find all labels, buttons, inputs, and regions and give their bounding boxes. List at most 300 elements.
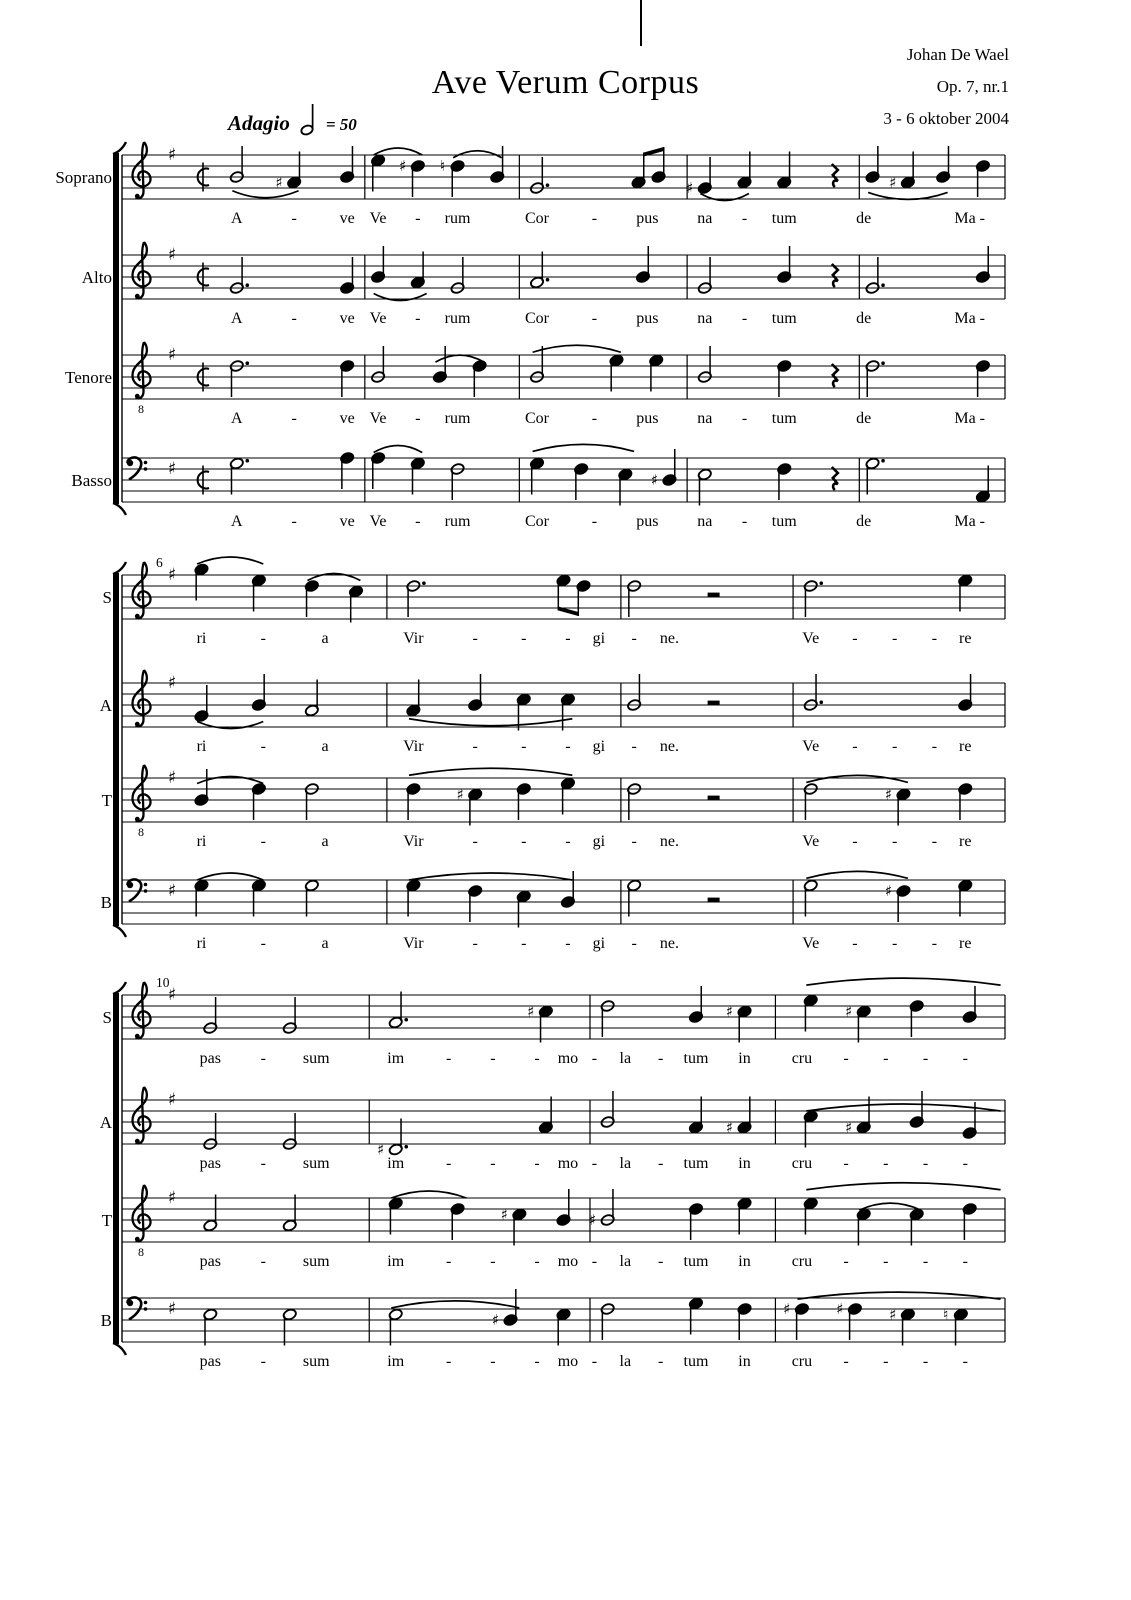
note xyxy=(194,879,209,916)
note xyxy=(527,1003,553,1043)
lyric-syllable: - xyxy=(631,738,637,755)
note xyxy=(251,574,266,611)
note xyxy=(490,146,505,183)
lyric-syllable: pus xyxy=(636,513,659,530)
lyric-syllable: Ve xyxy=(802,935,820,952)
accidental-sharp-icon: ♯ xyxy=(491,1311,500,1329)
lyric-syllable: Vir xyxy=(403,935,424,952)
lyric-syllable: na xyxy=(697,310,713,327)
lyric-syllable: de xyxy=(856,310,872,327)
lyric-syllable: - xyxy=(260,1155,266,1172)
lyric-syllable: de xyxy=(856,410,872,427)
lyric-syllable: A xyxy=(231,210,243,227)
note xyxy=(371,154,386,191)
lyric-syllable: la xyxy=(619,1050,632,1067)
lyric-syllable: in xyxy=(738,1050,751,1067)
note xyxy=(304,783,319,820)
lyric-syllable: Ve xyxy=(369,310,387,327)
note xyxy=(865,360,885,397)
lyric-syllable: - xyxy=(843,1155,849,1172)
lyric-syllable: tum xyxy=(771,410,797,427)
treble-clef-icon xyxy=(133,342,151,399)
voice-label: A xyxy=(99,1113,112,1132)
page-title: Ave Verum Corpus xyxy=(431,64,700,101)
accidental-sharp-icon: ♯ xyxy=(845,1002,853,1021)
lyric-syllable: mo xyxy=(557,1050,579,1067)
note xyxy=(432,346,447,383)
lyric-syllable: ri xyxy=(196,935,207,952)
lyric-syllable: Ma - xyxy=(954,310,986,327)
lyric-syllable: - xyxy=(962,1050,968,1067)
note xyxy=(803,1197,818,1234)
lyric-syllable: na xyxy=(697,513,713,530)
lyric-syllable: - xyxy=(922,1155,929,1172)
lyric-syllable: - xyxy=(565,833,571,850)
accidental-sharp-icon: ♯ xyxy=(845,1118,853,1137)
lyric-syllable: - xyxy=(741,513,748,530)
note xyxy=(406,580,426,617)
lyric-syllable: ne. xyxy=(659,630,680,647)
lyric-syllable: re xyxy=(959,738,972,755)
lyric-syllable: - xyxy=(260,935,266,952)
note xyxy=(251,783,266,820)
lyric-syllable: - xyxy=(657,1353,664,1370)
lyric-syllable: - xyxy=(415,410,421,427)
note xyxy=(627,580,642,617)
lyric-syllable: - xyxy=(534,1253,540,1270)
note xyxy=(406,680,421,717)
staff-b xyxy=(101,1289,1005,1370)
note xyxy=(472,360,487,397)
lyric-syllable: gi xyxy=(592,738,606,755)
lyric-syllable: - xyxy=(534,1353,540,1370)
lyric-syllable: A xyxy=(231,513,243,530)
lyric-syllable: a xyxy=(321,833,329,850)
note xyxy=(229,146,244,183)
staff-tenore xyxy=(65,342,1005,427)
note xyxy=(958,783,973,820)
lyric-syllable: - xyxy=(843,1353,849,1370)
lyric-syllable: tum xyxy=(771,513,797,530)
treble-clef-icon xyxy=(133,242,151,299)
note xyxy=(388,992,408,1029)
lyric-syllable: sum xyxy=(302,1353,330,1370)
lyric-syllable: re xyxy=(959,630,972,647)
note xyxy=(501,1206,527,1246)
lyric-syllable: - xyxy=(446,1050,452,1067)
staff-t xyxy=(102,765,1005,850)
lyric-syllable: re xyxy=(959,935,972,952)
lyric-syllable: - xyxy=(741,210,748,227)
lyric-syllable: - xyxy=(521,630,527,647)
system-bracket xyxy=(113,142,126,515)
lyric-syllable: in xyxy=(738,1155,751,1172)
key-signature-sharp-icon: ♯ xyxy=(167,881,177,901)
note xyxy=(194,685,209,722)
note xyxy=(377,1119,408,1159)
lyric-syllable: - xyxy=(631,935,637,952)
note xyxy=(627,674,642,711)
lyric-syllable: - xyxy=(260,1050,266,1067)
beamed-eighth-notes xyxy=(631,147,666,189)
accidental-sharp-icon: ♯ xyxy=(377,1140,385,1159)
note xyxy=(975,160,990,197)
lyric-syllable: sum xyxy=(302,1155,330,1172)
slur xyxy=(409,768,572,775)
note xyxy=(777,360,792,397)
note xyxy=(468,674,483,711)
half-rest-icon xyxy=(708,796,720,800)
lyric-syllable: rum xyxy=(444,513,471,530)
accidental-sharp-icon: ♯ xyxy=(725,1002,734,1021)
half-rest-icon xyxy=(708,701,720,705)
beamed-eighth-notes xyxy=(556,574,591,616)
lyric-syllable: - xyxy=(591,310,598,327)
note xyxy=(457,786,483,826)
note xyxy=(371,246,386,283)
lyric-syllable: Vir xyxy=(403,630,424,647)
note xyxy=(688,1097,703,1134)
note xyxy=(304,680,319,717)
treble-clef-icon xyxy=(133,142,151,199)
note xyxy=(803,674,823,711)
quarter-rest-icon xyxy=(832,364,838,387)
lyric-syllable: - xyxy=(415,210,421,227)
note xyxy=(282,1195,297,1232)
slur xyxy=(409,873,572,880)
lyric-syllable: Cor xyxy=(525,310,550,327)
lyric-syllable: - xyxy=(657,1253,664,1270)
lyric-syllable: sum xyxy=(302,1050,330,1067)
accidental-sharp-icon: ♯ xyxy=(889,1305,897,1324)
note xyxy=(530,252,550,289)
system-bracket xyxy=(113,562,126,937)
half-rest-icon xyxy=(708,593,720,597)
lyric-syllable: - xyxy=(446,1253,452,1270)
note xyxy=(737,1197,752,1234)
note xyxy=(450,257,465,294)
octave-8: 8 xyxy=(138,825,144,839)
key-signature-sharp-icon: ♯ xyxy=(167,1090,177,1110)
lyric-syllable: a xyxy=(321,935,329,952)
note xyxy=(388,1308,403,1345)
voice-label: S xyxy=(102,1008,112,1027)
lyric-syllable: - xyxy=(931,738,938,755)
note xyxy=(975,360,990,397)
lyric-syllable: ri xyxy=(196,738,207,755)
quarter-rest-icon xyxy=(832,164,838,187)
slur xyxy=(232,191,298,198)
lyric-syllable: - xyxy=(291,210,297,227)
note xyxy=(737,1303,752,1340)
treble-clef-icon xyxy=(133,1087,151,1144)
key-signature-sharp-icon: ♯ xyxy=(167,459,177,479)
note xyxy=(530,457,545,494)
note xyxy=(726,1003,752,1043)
lyric-syllable: - xyxy=(631,630,637,647)
key-signature-sharp-icon: ♯ xyxy=(167,768,177,788)
lyric-syllable: - xyxy=(565,630,571,647)
tempo-label: Adagio xyxy=(228,111,290,135)
lyric-syllable: - xyxy=(883,1050,889,1067)
lyric-syllable: - xyxy=(922,1353,929,1370)
note xyxy=(340,360,355,397)
lyric-syllable: - xyxy=(591,1050,598,1067)
accidental-sharp-icon: ♯ xyxy=(836,1300,844,1318)
note xyxy=(777,152,792,189)
lyric-syllable: - xyxy=(415,513,421,530)
lyric-syllable: - xyxy=(852,833,858,850)
slur xyxy=(391,1191,466,1198)
voice-label: B xyxy=(100,1311,112,1330)
voice-label: Tenore xyxy=(65,368,112,387)
lyric-syllable: gi xyxy=(592,935,606,952)
accidental-sharp-icon: ♯ xyxy=(500,1205,508,1224)
lyric-syllable: pas xyxy=(199,1050,221,1067)
voice-label: B xyxy=(100,893,112,912)
lyric-syllable: - xyxy=(521,935,527,952)
lyric-syllable: ne. xyxy=(659,738,680,755)
lyric-syllable: gi xyxy=(592,630,606,647)
lyric-syllable: gi xyxy=(592,833,606,850)
note xyxy=(282,1113,297,1150)
lyric-syllable: - xyxy=(852,935,858,952)
lyric-syllable: na xyxy=(697,210,713,227)
lyric-syllable: - xyxy=(741,310,748,327)
note xyxy=(282,1308,297,1345)
lyric-syllable: - xyxy=(472,833,478,850)
lyric-syllable: - xyxy=(843,1050,849,1067)
slur xyxy=(806,978,1000,985)
key-signature-sharp-icon: ♯ xyxy=(167,145,177,165)
lyric-syllable: - xyxy=(962,1353,968,1370)
note xyxy=(609,354,624,391)
lyric-syllable: de xyxy=(856,513,872,530)
slur xyxy=(806,775,908,782)
note xyxy=(962,986,977,1023)
lyric-syllable: - xyxy=(591,1353,598,1370)
voice-label: A xyxy=(99,696,112,715)
lyric-syllable: - xyxy=(415,310,421,327)
octave-8: 8 xyxy=(138,402,144,416)
lyric-syllable: rum xyxy=(444,210,471,227)
voice-label: Basso xyxy=(71,471,112,490)
note xyxy=(560,777,575,814)
lyric-syllable: - xyxy=(260,1353,266,1370)
lyric-syllable: a xyxy=(321,630,329,647)
note xyxy=(803,1110,818,1147)
note xyxy=(600,1303,615,1340)
date: 3 - 6 oktober 2004 xyxy=(883,109,1009,128)
lyric-syllable: in xyxy=(738,1253,751,1270)
note xyxy=(803,580,823,617)
system-bracket xyxy=(113,982,126,1355)
note xyxy=(203,997,218,1034)
lyric-syllable: - xyxy=(891,833,898,850)
lyric-syllable: tum xyxy=(771,210,797,227)
voice-label: Soprano xyxy=(55,168,112,187)
lyric-syllable: - xyxy=(490,1253,496,1270)
treble-clef-icon xyxy=(133,670,151,727)
accidental-sharp-icon: ♯ xyxy=(889,173,897,192)
lyric-syllable: - xyxy=(883,1253,889,1270)
treble-clef-icon xyxy=(133,765,151,822)
lyric-syllable: tum xyxy=(683,1050,709,1067)
note xyxy=(909,1000,924,1037)
note xyxy=(538,1097,553,1134)
note xyxy=(962,1203,977,1240)
note xyxy=(688,1203,703,1240)
key-signature-sharp-icon: ♯ xyxy=(167,1188,177,1208)
lyric-syllable: - xyxy=(931,833,938,850)
note xyxy=(388,1197,403,1234)
lyric-syllable: - xyxy=(565,935,571,952)
slur xyxy=(435,355,484,362)
lyric-syllable: la xyxy=(619,1155,632,1172)
slur xyxy=(197,557,263,564)
lyric-syllable: Cor xyxy=(525,210,550,227)
note xyxy=(560,871,575,908)
lyric-syllable: Vir xyxy=(403,833,424,850)
note xyxy=(697,346,712,383)
note xyxy=(371,346,386,383)
note xyxy=(371,452,386,489)
lyric-syllable: la xyxy=(619,1253,632,1270)
lyric-syllable: - xyxy=(260,630,266,647)
note xyxy=(600,1000,615,1037)
tempo-value: = 50 xyxy=(325,115,357,134)
lyric-syllable: - xyxy=(922,1050,929,1067)
note xyxy=(406,879,421,916)
accidental-sharp-icon: ♯ xyxy=(399,157,407,175)
note xyxy=(635,246,650,283)
lyric-syllable: pus xyxy=(636,310,659,327)
staff-s xyxy=(103,557,1005,647)
note xyxy=(406,783,421,820)
lyric-syllable: im xyxy=(387,1253,405,1270)
accidental-natural-icon: ♮ xyxy=(439,157,446,175)
lyric-syllable: - xyxy=(657,1050,664,1067)
voice-label: T xyxy=(101,791,112,810)
lyric-syllable: sum xyxy=(302,1253,330,1270)
note xyxy=(530,157,550,194)
note xyxy=(889,1306,915,1346)
note xyxy=(276,152,302,192)
lyric-syllable: cru xyxy=(791,1155,813,1172)
note xyxy=(194,563,209,600)
note xyxy=(229,360,249,397)
note xyxy=(958,674,973,711)
accidental-sharp-icon: ♯ xyxy=(650,471,659,489)
lyric-syllable: Ve xyxy=(802,630,820,647)
treble-clef-icon xyxy=(133,562,151,619)
staff-t xyxy=(102,1183,1005,1270)
lyric-syllable: - xyxy=(260,1253,266,1270)
lyric-syllable: - xyxy=(962,1155,968,1172)
lyric-syllable: - xyxy=(962,1253,968,1270)
lyric-syllable: Ve xyxy=(369,210,387,227)
note xyxy=(340,146,355,183)
note xyxy=(194,769,209,806)
staff-a xyxy=(100,1087,1005,1172)
note xyxy=(845,1097,871,1137)
lyric-syllable: na xyxy=(697,410,713,427)
lyric-syllable: ne. xyxy=(659,935,680,952)
lyric-syllable: - xyxy=(291,513,297,530)
voice-label: T xyxy=(101,1211,112,1230)
half-rest-icon xyxy=(708,898,720,902)
slur xyxy=(533,345,621,352)
accidental-sharp-icon: ♯ xyxy=(456,785,464,804)
quarter-rest-icon xyxy=(832,264,838,287)
accidental-sharp-icon: ♯ xyxy=(275,173,283,192)
lyric-syllable: Ve xyxy=(369,410,387,427)
note xyxy=(556,1189,571,1226)
slur xyxy=(806,1183,1000,1190)
opus: Op. 7, nr.1 xyxy=(936,77,1009,96)
note xyxy=(726,1097,752,1137)
slur xyxy=(533,444,635,451)
lyric-syllable: - xyxy=(922,1253,929,1270)
note xyxy=(251,674,266,711)
note xyxy=(936,146,951,183)
lyric-syllable: mo xyxy=(557,1353,579,1370)
key-signature-sharp-icon: ♯ xyxy=(167,565,177,585)
note xyxy=(865,257,885,294)
accidental-sharp-icon: ♯ xyxy=(686,179,694,197)
note xyxy=(958,879,973,916)
lyric-syllable: tum xyxy=(683,1353,709,1370)
measure-number: 6 xyxy=(156,555,163,570)
note xyxy=(777,246,792,283)
lyric-syllable: cru xyxy=(791,1353,813,1370)
lyric-syllable: - xyxy=(741,410,748,427)
lyric-syllable: rum xyxy=(444,410,471,427)
lyric-syllable: mo xyxy=(557,1155,579,1172)
lyric-syllable: Cor xyxy=(525,513,550,530)
lyric-syllable: tum xyxy=(683,1155,709,1172)
slur xyxy=(391,1301,519,1308)
lyric-syllable: re xyxy=(959,833,972,850)
lyric-syllable: ve xyxy=(339,410,355,427)
lyric-syllable: - xyxy=(490,1155,496,1172)
lyric-syllable: Ma - xyxy=(954,210,986,227)
lyric-syllable: - xyxy=(534,1155,540,1172)
lyric-syllable: cru xyxy=(791,1050,813,1067)
lyric-syllable: - xyxy=(591,513,598,530)
note xyxy=(560,693,575,730)
key-signature-sharp-icon: ♯ xyxy=(167,345,177,365)
lyric-syllable: - xyxy=(490,1353,496,1370)
lyric-syllable: - xyxy=(472,630,478,647)
lyric-syllable: - xyxy=(591,1155,598,1172)
lyric-syllable: - xyxy=(883,1353,889,1370)
slur xyxy=(453,151,502,158)
note xyxy=(304,879,319,916)
composer: Johan De Wael xyxy=(906,45,1009,64)
note xyxy=(203,1308,218,1345)
voice-label: S xyxy=(102,588,112,607)
lyric-syllable: pus xyxy=(636,410,659,427)
slur xyxy=(806,871,908,878)
measure-number: 10 xyxy=(156,975,170,990)
key-signature-sharp-icon: ♯ xyxy=(167,1299,177,1319)
note xyxy=(803,783,818,820)
key-signature-sharp-icon: ♯ xyxy=(167,245,177,265)
system-3 xyxy=(0,915,1131,1410)
octave-8: 8 xyxy=(138,1245,144,1259)
lyric-syllable: - xyxy=(521,738,527,755)
